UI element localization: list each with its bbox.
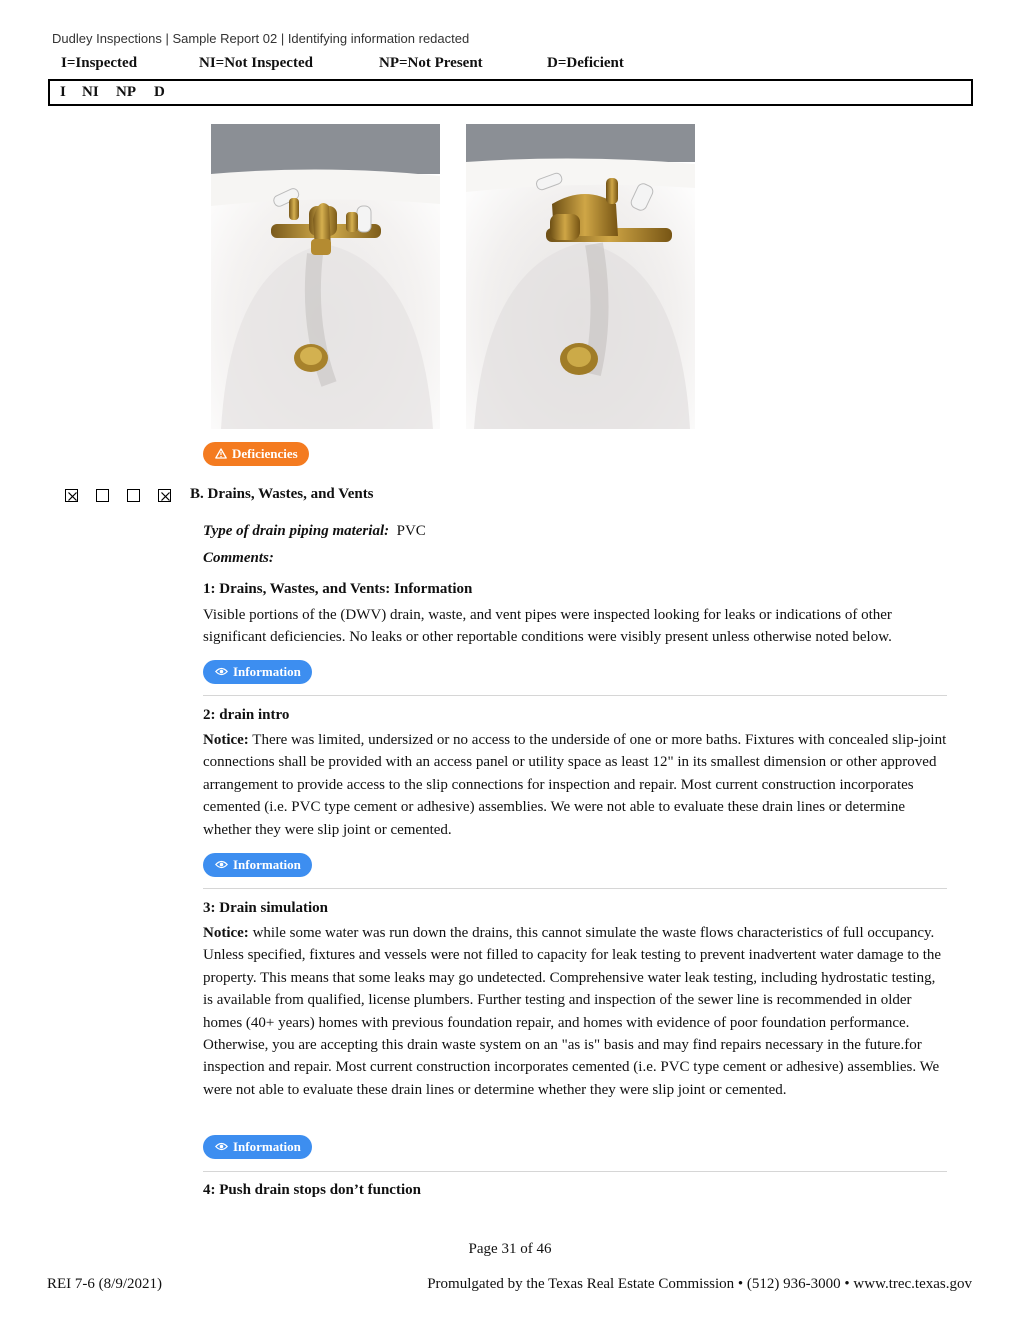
information-badge-2-label: Information: [233, 857, 301, 872]
legend-deficient: D=Deficient: [547, 55, 624, 71]
eye-icon: [215, 1135, 228, 1159]
checkbox-not-inspected[interactable]: [96, 489, 109, 502]
item-1-text: Visible portions of the (DWV) drain, waste, and vent pipes were inspected looking for leaks or indications of other significant deficiencies. No leaks or other reportable conditions were visibly present unless otherwise noted below.: [203, 607, 892, 646]
checkbox-deficient[interactable]: [158, 489, 171, 502]
comments-label: Comments:: [203, 550, 274, 566]
item-1-title: 1: Drains, Wastes, and Vents: Information: [203, 581, 473, 597]
warning-triangle-icon: [215, 442, 227, 466]
legend-not-inspected: NI=Not Inspected: [199, 55, 313, 71]
information-badge-3-label: Information: [233, 1139, 301, 1154]
form-id: REI 7-6 (8/9/2021): [47, 1276, 162, 1292]
item-2-body: [203, 729, 948, 841]
page-number: Page 31 of 46: [468, 1241, 552, 1257]
information-badge-2[interactable]: [203, 853, 312, 877]
report-header-line: Dudley Inspections | Sample Report 02 | Identifying information redacted: [52, 31, 470, 46]
information-badge-3[interactable]: [203, 1135, 312, 1159]
checkbox-not-present[interactable]: [127, 489, 140, 502]
legend-not-present: NP=Not Present: [379, 55, 483, 71]
item-divider-2: [203, 888, 947, 889]
column-header-box: [48, 79, 973, 106]
section-title: B. Drains, Wastes, and Vents: [190, 486, 374, 502]
checkbox-inspected[interactable]: [65, 489, 78, 502]
eye-icon: [215, 660, 228, 684]
item-3-body: [203, 922, 948, 1101]
item-2-notice-label: Notice:: [203, 732, 249, 748]
column-i: I: [60, 84, 66, 100]
information-badge-1[interactable]: [203, 660, 312, 684]
item-4-title: 4: Push drain stops don’t function: [203, 1182, 421, 1198]
material-label: Type of drain piping material:: [203, 523, 390, 539]
item-divider-1: [203, 695, 947, 696]
column-ni: NI: [82, 84, 99, 100]
eye-icon: [215, 853, 228, 877]
item-2-text: There was limited, undersized or no access to the underside of one or more baths. Fixtures with concealed slip-joint connections shall be provided with an access panel or utility space as least 12" in its smallest dimension or other approved arrangement to provide access to the slip connections for inspection and repair. Most current construction incorporates cemented (i.e. PVC type cement or adhesive) assemblies. We were not able to evaluate these drain lines or determine whether they were slip joint or cemented.: [203, 732, 947, 838]
material-value: PVC: [396, 523, 426, 539]
item-divider-3: [203, 1171, 947, 1172]
material-line: [203, 520, 948, 542]
column-np: NP: [116, 84, 136, 100]
sink-faucet-photo-2[interactable]: [466, 124, 695, 429]
item-3-notice-label: Notice:: [203, 925, 249, 941]
information-badge-1-label: Information: [233, 664, 301, 679]
sink-faucet-photo-1[interactable]: [211, 124, 440, 429]
deficiencies-badge[interactable]: [203, 442, 309, 466]
deficiencies-badge-label: Deficiencies: [232, 446, 298, 461]
item-2-title: 2: drain intro: [203, 707, 290, 723]
promulgated-line: Promulgated by the Texas Real Estate Commission • (512) 936-3000 • www.trec.texas.gov: [427, 1276, 972, 1292]
item-3-text: while some water was run down the drains, this cannot simulate the waste flows characteristics of full occupancy. Unless specified, fixtures and vessels were not filled to capacity for leak testing to prevent inadvertent water damage to the property. This means that some leaks may go undetected. Comprehensive water leak testing, including hydrostatic testing, is available from qualified, license plumbers. Further testing and inspection of the sewer line is recommended in older homes (40+ years) homes with previous foundation repair, and homes with evidence of poor foundation performance. Otherwise, you are accepting this drain waste system on an "as is" basis and may find repairs necessary in the future.for inspection and repair. Most current construction incorporates cemented (i.e. PVC type cement or adhesive) assemblies. We were not able to evaluate these drain lines or determine whether they were slip joint or cemented.: [203, 925, 942, 1098]
item-3-title: 3: Drain simulation: [203, 900, 329, 916]
legend-inspected: I=Inspected: [61, 55, 138, 71]
column-d: D: [154, 84, 165, 100]
